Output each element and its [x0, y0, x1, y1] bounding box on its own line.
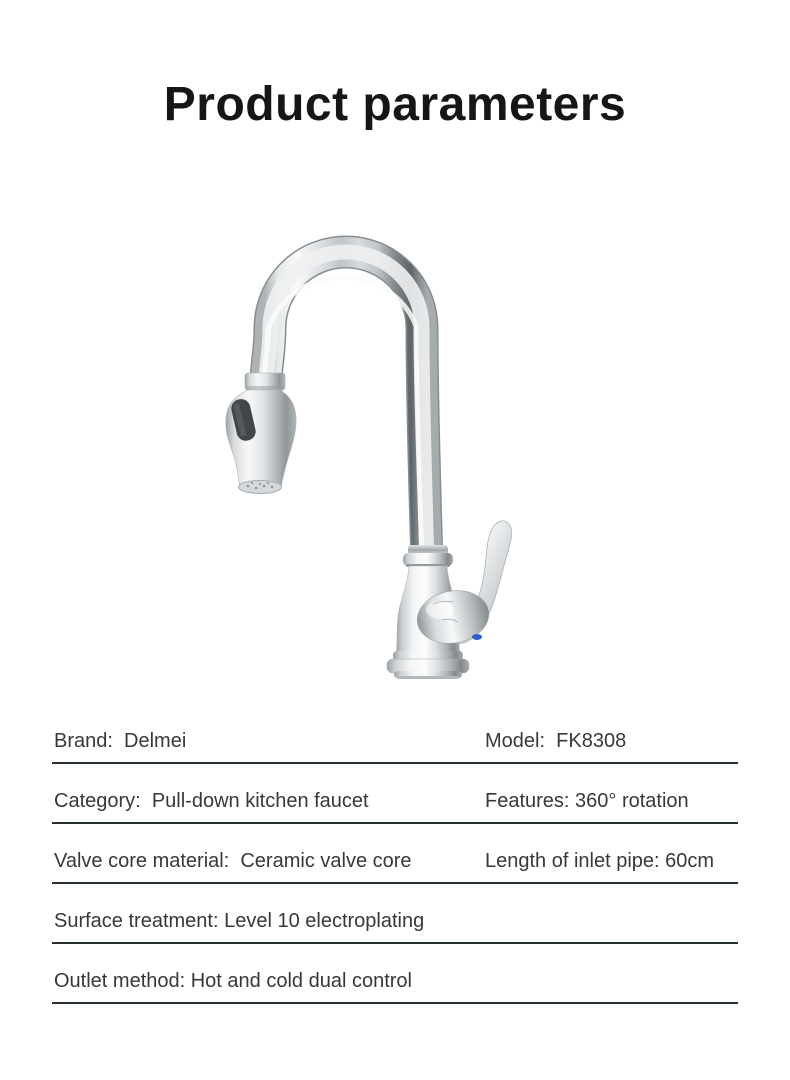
temperature-indicator-dot: [472, 634, 482, 640]
spec-row-category-features: [52, 764, 738, 824]
base-flange: [387, 651, 469, 679]
faucet-image: [150, 190, 650, 700]
spec-inlet-pipe: Length of inlet pipe: 60cm: [485, 850, 715, 872]
spec-brand: Brand: Delmei: [54, 730, 187, 752]
spec-row-surface: [52, 884, 738, 944]
spec-model: Model: FK8308: [485, 730, 627, 752]
spec-valve-core: Valve core material: Ceramic valve core: [54, 850, 412, 872]
spec-row-brand-model: [52, 704, 738, 764]
spec-table: [52, 704, 738, 1004]
spray-head: [226, 373, 296, 494]
spec-row-valve-pipe: [52, 824, 738, 884]
product-photo: [150, 190, 650, 700]
spec-surface-treatment: Surface treatment: Level 10 electroplating: [54, 910, 425, 932]
neck-collar: [403, 545, 453, 567]
aerator: [239, 481, 282, 494]
spec-features: Features: 360° rotation: [485, 790, 689, 812]
spec-outlet-method: Outlet method: Hot and cold dual control: [54, 970, 412, 992]
spec-category: Category: Pull-down kitchen faucet: [54, 790, 369, 812]
spec-row-outlet: [52, 944, 738, 1004]
page-title: Product parameters: [163, 78, 627, 131]
